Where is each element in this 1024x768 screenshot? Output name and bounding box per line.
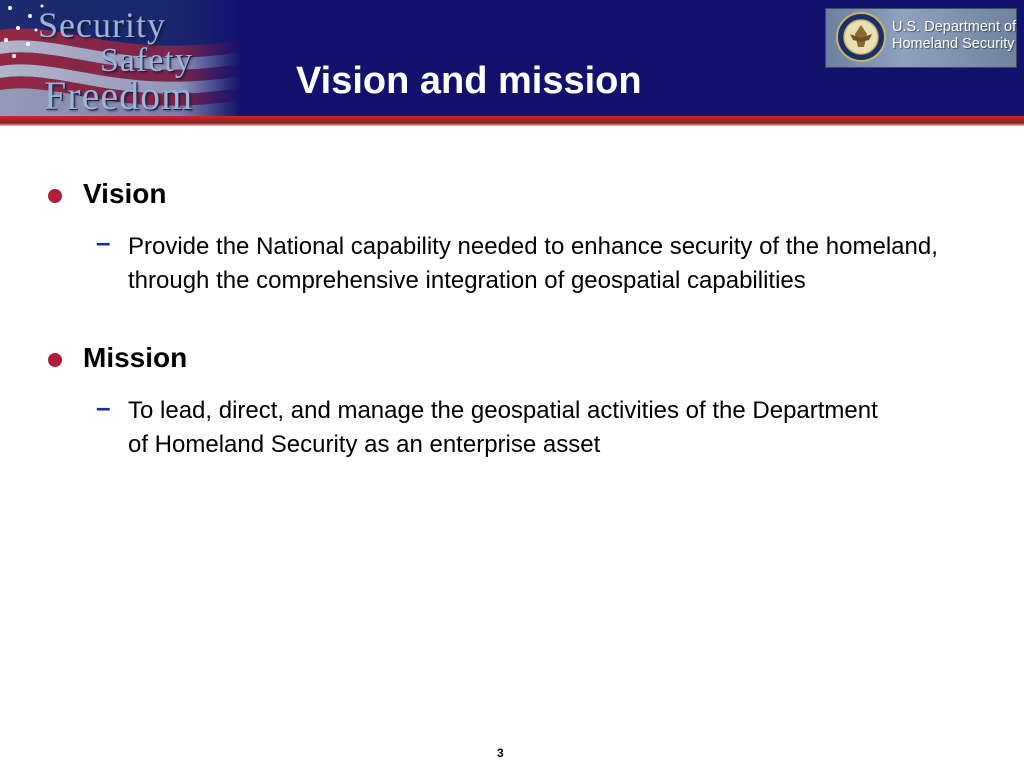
page-number: 3	[497, 746, 504, 760]
logo-word-safety: Safety	[100, 42, 193, 79]
bullet-vision-icon	[48, 189, 62, 203]
badge-text	[892, 19, 1016, 53]
logo-word-freedom: Freedom	[44, 73, 194, 116]
vision-text: Provide the National capability needed to enhance security of the homeland, through the comprehensive integration of geospatial capabilities	[128, 233, 938, 294]
heading-vision: Vision	[83, 178, 167, 209]
dhs-seal-icon	[836, 12, 886, 62]
dhs-logo-badge	[825, 8, 1017, 68]
dash-vision-icon: –	[96, 227, 111, 257]
dash-mission-icon: –	[96, 392, 111, 422]
header-divider-bar	[0, 116, 1024, 126]
slide-title: Vision and mission	[296, 60, 642, 102]
bullet-mission-icon	[48, 353, 62, 367]
logo-word-security: Security	[38, 5, 166, 45]
badge-line-2: Homeland Security	[892, 36, 1015, 52]
heading-mission: Mission	[83, 342, 188, 373]
slide-header	[0, 0, 1024, 116]
badge-line-1: U.S. Department of	[892, 19, 1017, 35]
mission-text: To lead, direct, and manage the geospatial activities of the Department of Homeland Security as an enterprise asset	[128, 397, 878, 458]
